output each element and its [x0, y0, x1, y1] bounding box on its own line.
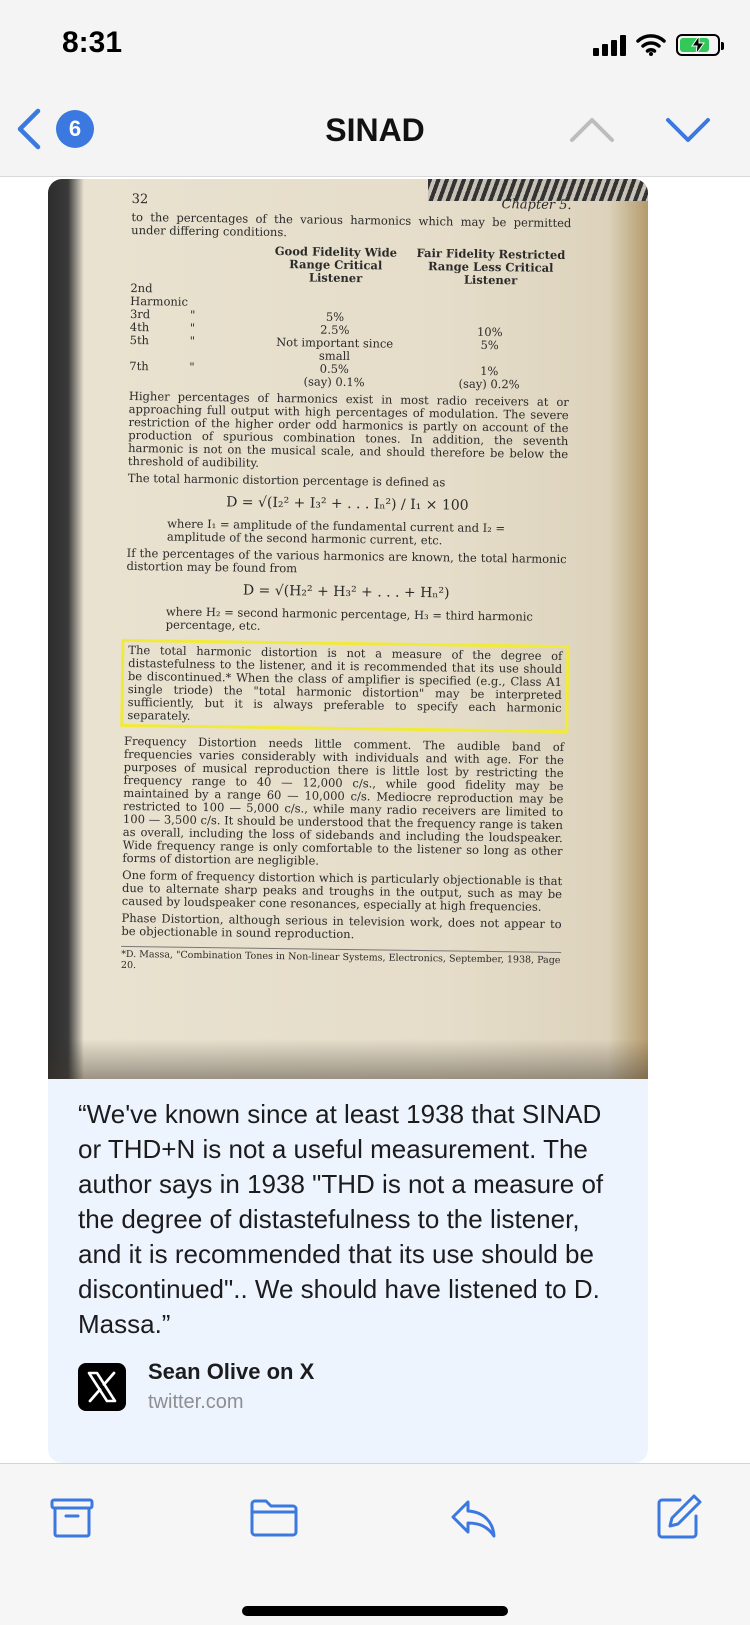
table-row: 5th " Not important since small 5%	[129, 332, 499, 364]
table-row: 2nd Harmonic	[130, 280, 189, 309]
compose-icon[interactable]	[652, 1492, 704, 1544]
equation-where: where I₁ = amplitude of the fundamental current and I₂ = amplitude of the second harmonic current, etc.	[166, 516, 506, 548]
link-source[interactable]	[78, 1359, 314, 1414]
page-number: 32	[131, 191, 149, 208]
highlighted-passage: The total harmonic distortion is not a measure of the degree of distastefulness to the listener, and it is recommended that its use should be discontinued.* When the class of amplifier is specified (e.g., Class A1 single triode) the "total harmonic distortion" may be interpreted sufficiently, but it is always preferable to specify each harmonic separately.	[120, 639, 569, 733]
book-paragraph: Frequency Distortion needs little comment. The audible band of frequencies varies considerably with individuals and with age. For the purposes of musical reproduction there is little lost by restricting the frequency range to 40 — 12,000 c/s., while good fidelity may be maintained by a range 60 — 10,000 c/s. Mediocre reproduction may be restricted to 100 — 5,000 c/s., while many radio receivers are limited to 100 — 3,500 c/s. It should be understood that the frequency range is taken as overall, including the loss of sidebands and including the loudspeaker. Wide frequency range is only comfortable to the listener so long as other forms of distortion are negligible.	[122, 733, 565, 868]
book-paragraph: The total harmonic distortion percentage is defined as	[127, 470, 446, 490]
back-button[interactable]	[16, 108, 94, 150]
table-row: 3rd " 5%	[129, 306, 345, 324]
book-paragraph: If the percentages of the various harmonics are known, the total harmonic distortion may be found from	[126, 545, 567, 576]
reply-icon[interactable]	[448, 1492, 500, 1544]
harmonics-table	[129, 243, 571, 392]
book-footnote: *D. Massa, "Combination Tones in Non-linear Systems, Electronics, September, 1938, Page 20.	[121, 946, 561, 977]
book-page-photo	[48, 179, 648, 1079]
thd-equation: D = √(I₂² + I₃² + . . . Iₙ²) / I₁ × 100	[226, 494, 469, 514]
message-subject-title: SINAD	[325, 112, 425, 148]
book-intro: to the percentages of the various harmonics which may be permitted under differing conditions.	[131, 209, 572, 240]
book-paragraph: Higher percentages of harmonics exist in most radio receivers at or approaching full output with high percentages of modulation. The severe restriction of the higher order odd harmonics is partly on account of the production of spurious combination tones. In addition, the seventh harmonic is not on the musical scale, and should therefore be below the threshold of audibility.	[127, 388, 569, 470]
link-preview-card[interactable]	[48, 179, 648, 1463]
equation-where: where H₂ = second harmonic percentage, H₃ = third harmonic percentage, etc.	[165, 604, 534, 633]
table-row: (say) 0.1% (say) 0.2%	[303, 374, 520, 392]
table-row: 7th " 0.5% 1%	[129, 358, 499, 379]
book-page	[120, 192, 571, 1018]
status-time: 8:31	[62, 26, 123, 59]
unread-count-badge: 6	[56, 110, 94, 148]
col-fair-fidelity: Fair Fidelity Restricted Range Less Critical Listener	[416, 245, 566, 288]
chevron-left-icon	[16, 108, 42, 150]
battery-charging-icon	[676, 34, 720, 56]
link-source-domain: twitter.com	[148, 1391, 244, 1413]
folder-icon[interactable]	[248, 1492, 300, 1544]
harmonic-sum-equation: D = √(H₂² + H₃² + . . . + Hₙ²)	[242, 582, 450, 602]
table-row: 4th " 2.5% 10%	[129, 319, 503, 340]
link-source-title: Sean Olive on X	[148, 1359, 315, 1384]
message-body	[0, 177, 750, 1463]
previous-message-chevron-up-icon[interactable]	[568, 112, 616, 148]
status-icons	[593, 32, 720, 58]
tweet-quote: “We've known since at least 1938 that SINAD or THD+N is not a useful measurement. The author says in 1938 "THD is not a measure of the degree of distastefulness to the listener, and it is recommended that its use should be discontinued".. We should have listened to D. Massa.”	[78, 1099, 604, 1339]
mail-toolbar	[0, 1463, 750, 1625]
archive-icon[interactable]	[46, 1492, 98, 1544]
book-paragraph: One form of frequency distortion which is particularly objectionable is that due to alternate sharp peaks and troughs in the output, such as may be caused by loudspeaker cone resonances, especially at high frequencies.	[121, 867, 563, 914]
mail-nav-bar	[0, 90, 750, 177]
chapter-label: Chapter 5.	[501, 197, 572, 214]
signal-icon	[593, 34, 626, 56]
x-logo-icon	[78, 1363, 126, 1411]
col-good-fidelity: Good Fidelity Wide Range Critical Listener	[274, 243, 398, 286]
wifi-icon	[636, 33, 666, 57]
book-paragraph: Phase Distortion, although serious in television work, does not appear to be objectionable in sound reproduction.	[121, 910, 562, 942]
status-bar	[0, 0, 750, 90]
home-indicator[interactable]	[242, 1606, 508, 1616]
next-message-chevron-down-icon[interactable]	[664, 112, 712, 148]
